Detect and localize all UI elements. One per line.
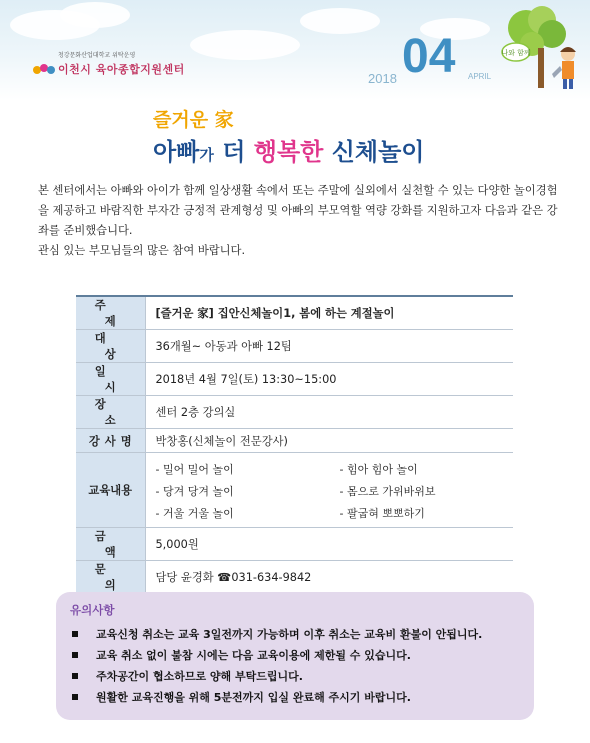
notice-item: 교육 취소 없이 불참 시에는 다음 교육이용에 제한될 수 있습니다.	[70, 645, 520, 666]
org-name-logo: 이천시 육아종합지원센터	[58, 63, 185, 76]
table-row	[76, 330, 513, 363]
square-bullet-icon	[72, 652, 78, 658]
program-info-table	[76, 295, 513, 595]
date-label: 일시	[76, 363, 145, 396]
edu-item: - 힘아 힘아 놀이	[339, 463, 418, 476]
square-bullet-icon	[72, 673, 78, 679]
title-word-play: 신체놀이	[323, 138, 425, 166]
center-logo-icon	[32, 62, 56, 76]
notice-item: 원활한 교육진행을 위해 5분전까지 입실 완료해 주시기 바랍니다.	[70, 687, 520, 708]
event-series-title: 즐거운 家	[153, 109, 234, 131]
place-label: 장소	[76, 396, 145, 429]
table-row	[76, 453, 513, 528]
year-label: 2018	[368, 71, 397, 86]
edu-content-value	[145, 453, 513, 528]
notice-title: 유의사항	[70, 603, 115, 617]
org-subtitle: 청강문화산업대학교 위탁운영	[58, 52, 136, 59]
square-bullet-icon	[72, 694, 78, 700]
contact-label: 문의	[76, 561, 145, 595]
month-number: 04	[402, 30, 456, 83]
topic-value: [즐거운 家] 집안신체놀이1, 봄에 하는 계절놀이	[145, 296, 513, 330]
title-particle: 가	[199, 146, 214, 164]
place-value: 센터 2층 강의실	[145, 396, 513, 429]
tree-girl-illustration-icon	[496, 4, 590, 96]
contact-value: 담당 윤경화 ☎031-634-9842	[145, 561, 513, 595]
table-row	[76, 429, 513, 453]
event-title	[153, 132, 424, 167]
intro-paragraph-1: 본 센터에서는 아빠와 아이가 함께 일상생활 속에서 또는 주말에 실외에서 실천할 수 있는 다양한 놀이경험을 제공하고 바람직한 부자간 긍정적 관계형성 및 아빠의 부모역할 역량 강화를 지원하고자 다음과 같은 강좌를 준비했습니다.	[38, 184, 558, 237]
date-value: 2018년 4월 7일(토) 13:30~15:00	[145, 363, 513, 396]
target-value: 36개월~ 아동과 아빠 12팀	[145, 330, 513, 363]
intro-paragraph-2: 관심 있는 부모님들의 많은 참여 바랍니다.	[38, 244, 246, 257]
month-name: APRIL	[468, 72, 492, 81]
target-label: 대상	[76, 330, 145, 363]
fee-value: 5,000원	[145, 528, 513, 561]
table-row	[76, 396, 513, 429]
notice-item: 교육신청 취소는 교육 3일전까지 가능하며 이후 취소는 교육비 환불이 안됩니다.	[70, 624, 520, 645]
topic-label: 주제	[76, 296, 145, 330]
table-row	[76, 296, 513, 330]
fee-label: 금액	[76, 528, 145, 561]
title-word-happy: 행복한	[253, 138, 324, 166]
edu-item: - 팔굽혀 뽀뽀하기	[339, 507, 425, 520]
edu-item: - 밀어 밀어 놀이	[155, 463, 234, 476]
edu-item: - 거울 거울 놀이	[155, 507, 234, 520]
notice-list	[70, 624, 520, 708]
square-bullet-icon	[72, 631, 78, 637]
notice-item: 주차공간이 협소하므로 양해 부탁드립니다.	[70, 666, 520, 687]
notice-box	[56, 592, 534, 720]
lecturer-label: 강사명	[76, 429, 145, 453]
title-word-more: 더	[213, 138, 254, 166]
intro-text	[38, 181, 558, 261]
table-row	[76, 528, 513, 561]
speech-bubble-text: 나와 함께	[501, 49, 531, 57]
table-row	[76, 561, 513, 595]
lecturer-value: 박창홍(신체놀이 전문강사)	[145, 429, 513, 453]
edu-item: - 당겨 당겨 놀이	[155, 485, 234, 498]
edu-item: - 몸으로 가위바위보	[339, 485, 436, 498]
edu-content-label: 교육내용	[76, 453, 145, 528]
title-word-dad: 아빠	[153, 138, 200, 166]
header-banner	[0, 0, 590, 100]
table-row	[76, 363, 513, 396]
